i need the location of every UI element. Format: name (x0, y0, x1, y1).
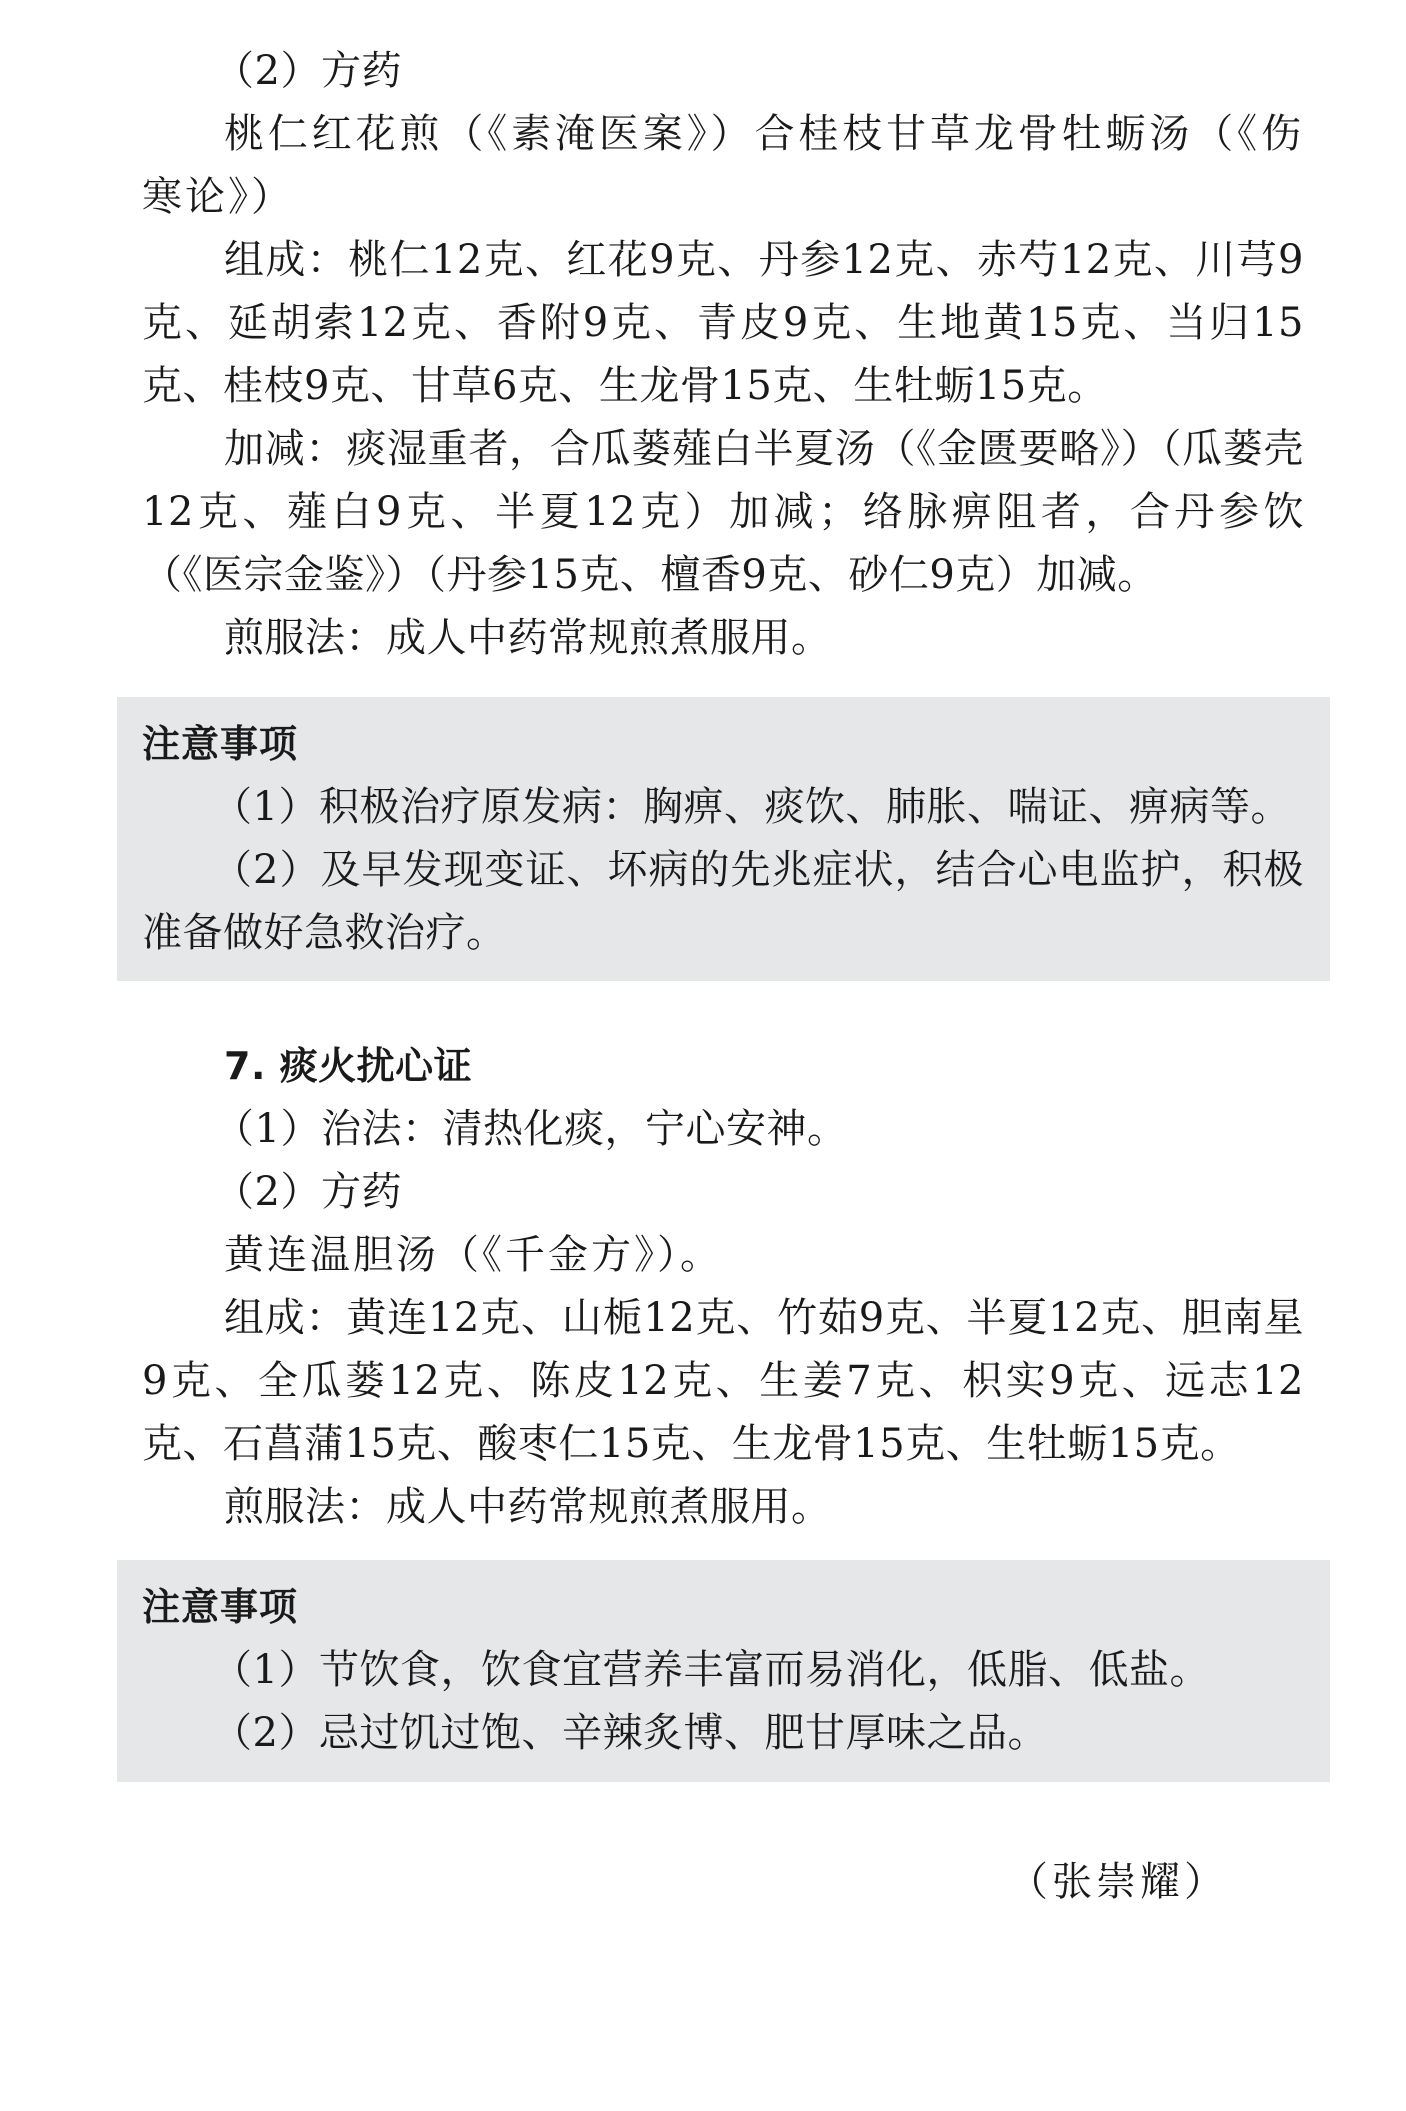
notes-box-1 (117, 697, 1330, 981)
decoction-paragraph: 煎服法：成人中药常规煎煮服用。 (224, 1484, 832, 1530)
notes-box-2 (117, 1560, 1330, 1782)
section-6-block (142, 40, 1304, 670)
composition-paragraph: 组成：桃仁12克、红花9克、丹参12克、赤芍12克、川芎9克、延胡索12克、香附9克、青皮9克、生地黄15克、当归15克、桂枝9克、甘草6克、生龙骨15克、生牡蛎15克。 (142, 237, 1304, 409)
notes-item: （2）及早发现变证、坏病的先兆症状，结合心电监护，积极准备做好急救治疗。 (142, 847, 1304, 956)
formula-heading: （2）方药 (214, 1169, 402, 1215)
treatment-paragraph: （1）治法：清热化痰，宁心安神。 (214, 1106, 848, 1152)
formula-name: 黄连温胆汤（《千金方》）。 (224, 1232, 723, 1278)
decoction-paragraph: 煎服法：成人中药常规煎煮服用。 (224, 615, 832, 661)
modification-paragraph: 加减：痰湿重者，合瓜蒌薤白半夏汤（《金匮要略》）（瓜蒌壳12克、薤白9克、半夏12克）加减；络脉痹阻者，合丹参饮（《医宗金鉴》）（丹参15克、檀香9克、砂仁9克）加减。 (142, 426, 1304, 598)
notes-item: （1）积极治疗原发病：胸痹、痰饮、肺胀、喘证、痹病等。 (212, 784, 1291, 830)
section-7-block (142, 1035, 1304, 1539)
formula-name: 桃仁红花煎（《素淹医案》）合桂枝甘草龙骨牡蛎汤（《伤寒论》） (142, 111, 1304, 220)
notes-item: （1）节饮食，饮食宜营养丰富而易消化，低脂、低盐。 (212, 1647, 1210, 1693)
section-heading: 7. 痰火扰心证 (224, 1044, 473, 1088)
notes-item: （2）忌过饥过饱、辛辣炙博、肥甘厚味之品。 (212, 1710, 1048, 1756)
notes-title: 注意事项 (142, 722, 299, 766)
notes-title: 注意事项 (142, 1585, 299, 1629)
author-signature: （张崇耀） (1008, 1859, 1228, 1905)
formula-heading: （2）方药 (214, 48, 402, 94)
composition-paragraph: 组成：黄连12克、山栀12克、竹茹9克、半夏12克、胆南星9克、全瓜蒌12克、陈皮12克、生姜7克、枳实9克、远志12克、石菖蒲15克、酸枣仁15克、生龙骨15克、生牡蛎15克。 (142, 1295, 1304, 1467)
